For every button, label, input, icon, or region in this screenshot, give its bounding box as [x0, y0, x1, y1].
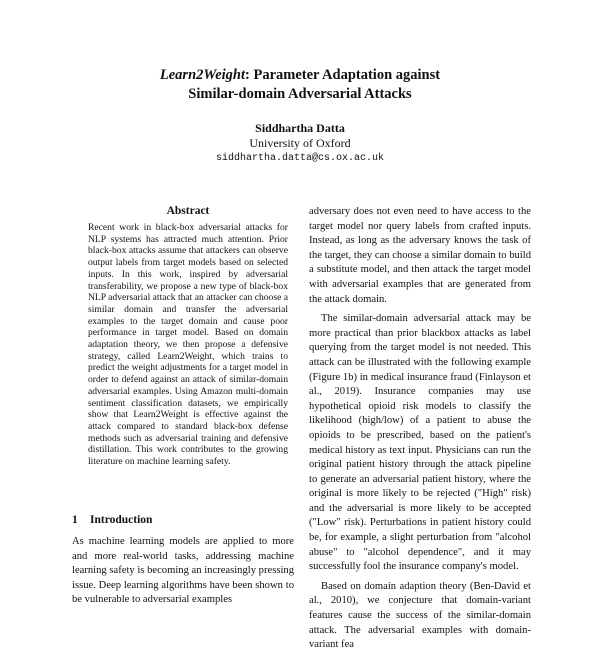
- right-paragraph-3: Based on domain adaption theory (Ben-David et al., 2010), we conjecture that domain-variant features cause the success of the similar-domain attack. The adversarial examples with domain-variant fea: [309, 580, 531, 651]
- title-line-2: Similar-domain Adversarial Attacks: [188, 86, 412, 102]
- section-title: Introduction: [90, 514, 153, 526]
- introduction-text: As machine learning models are applied to more and more real-world tasks, addressing machine learning safety is becoming an increasingly pressing issue. Deep learning algorithms have been shown to be vulnerable to adversarial examples: [72, 536, 294, 606]
- right-column: [309, 205, 531, 651]
- title-line-1: [0, 66, 600, 85]
- introduction-heading: [72, 514, 152, 526]
- author-name: Siddhartha Datta: [255, 121, 345, 135]
- author-email: siddhartha.datta@cs.ox.ac.uk: [215, 153, 385, 164]
- section-number: 1: [72, 514, 78, 526]
- right-paragraph-2: The similar-domain adversarial attack may be more practical than prior blackbox attacks as label querying from the target model is not needed. This attack can be illustrated with the following example (Figure 1b) in medical insurance fraud (Finlayson et al., 2019). Insurance companies may use hypothetical opioid risk models to classify the likelihood (high/low) of a patient to abuse the opioids to be prescribed, based on the patient's medical history as text input. Physicians can run the original patient history through the attack pipeline to generate an adversarial patient history, where the original is more likely to be rejected ("High" risk) and the adversarial is more likely to be accepted ("Low" risk). Perturbations in patient history could be, for example, a slight perturbation from "alcohol abuse" to "alcohol dependence", and it may successfully fool the insurance company's model.: [309, 313, 531, 573]
- right-paragraph-1: adversary does not even need to have access to the target model nor query labels from crafted inputs. Instead, as long as the adversary knows the task of the target, they can choose a similar domain to build a substitute model, and then attack the target model with adversarial examples that are generated from the attack domain.: [309, 206, 531, 305]
- abstract-text: Recent work in black-box adversarial attacks for NLP systems has attracted much attention. Prior black-box attacks assume that attackers can observe output labels from target models based on selected inputs. In this work, inspired by adversarial transferability, we propose a new type of black-box NLP adversarial attack that an attacker can choose a similar domain and transfer the adversarial examples to the target domain and cause poor performance in target model. Based on domain adaptation theory, we then propose a defensive strategy, called Learn2Weight, which trains to predict the weight adjustments for a target model in order to defend against an attack of similar-domain adversarial examples. Using Amazon multi-domain sentiment classification datasets, we empirically show that Learn2Weight is effective against the attack compared to standard black-box defense methods such as adversarial training and defensive distillation. This work contributes to the growing literature on machine learning safety.: [88, 222, 288, 468]
- title-rest-line-1: : Parameter Adaptation against: [245, 67, 441, 83]
- paper-title: [0, 66, 600, 104]
- author-affiliation: University of Oxford: [249, 136, 351, 150]
- title-italic-part: Learn2Weight: [159, 67, 246, 83]
- author-block: [0, 121, 600, 166]
- abstract-heading: Abstract: [166, 205, 210, 217]
